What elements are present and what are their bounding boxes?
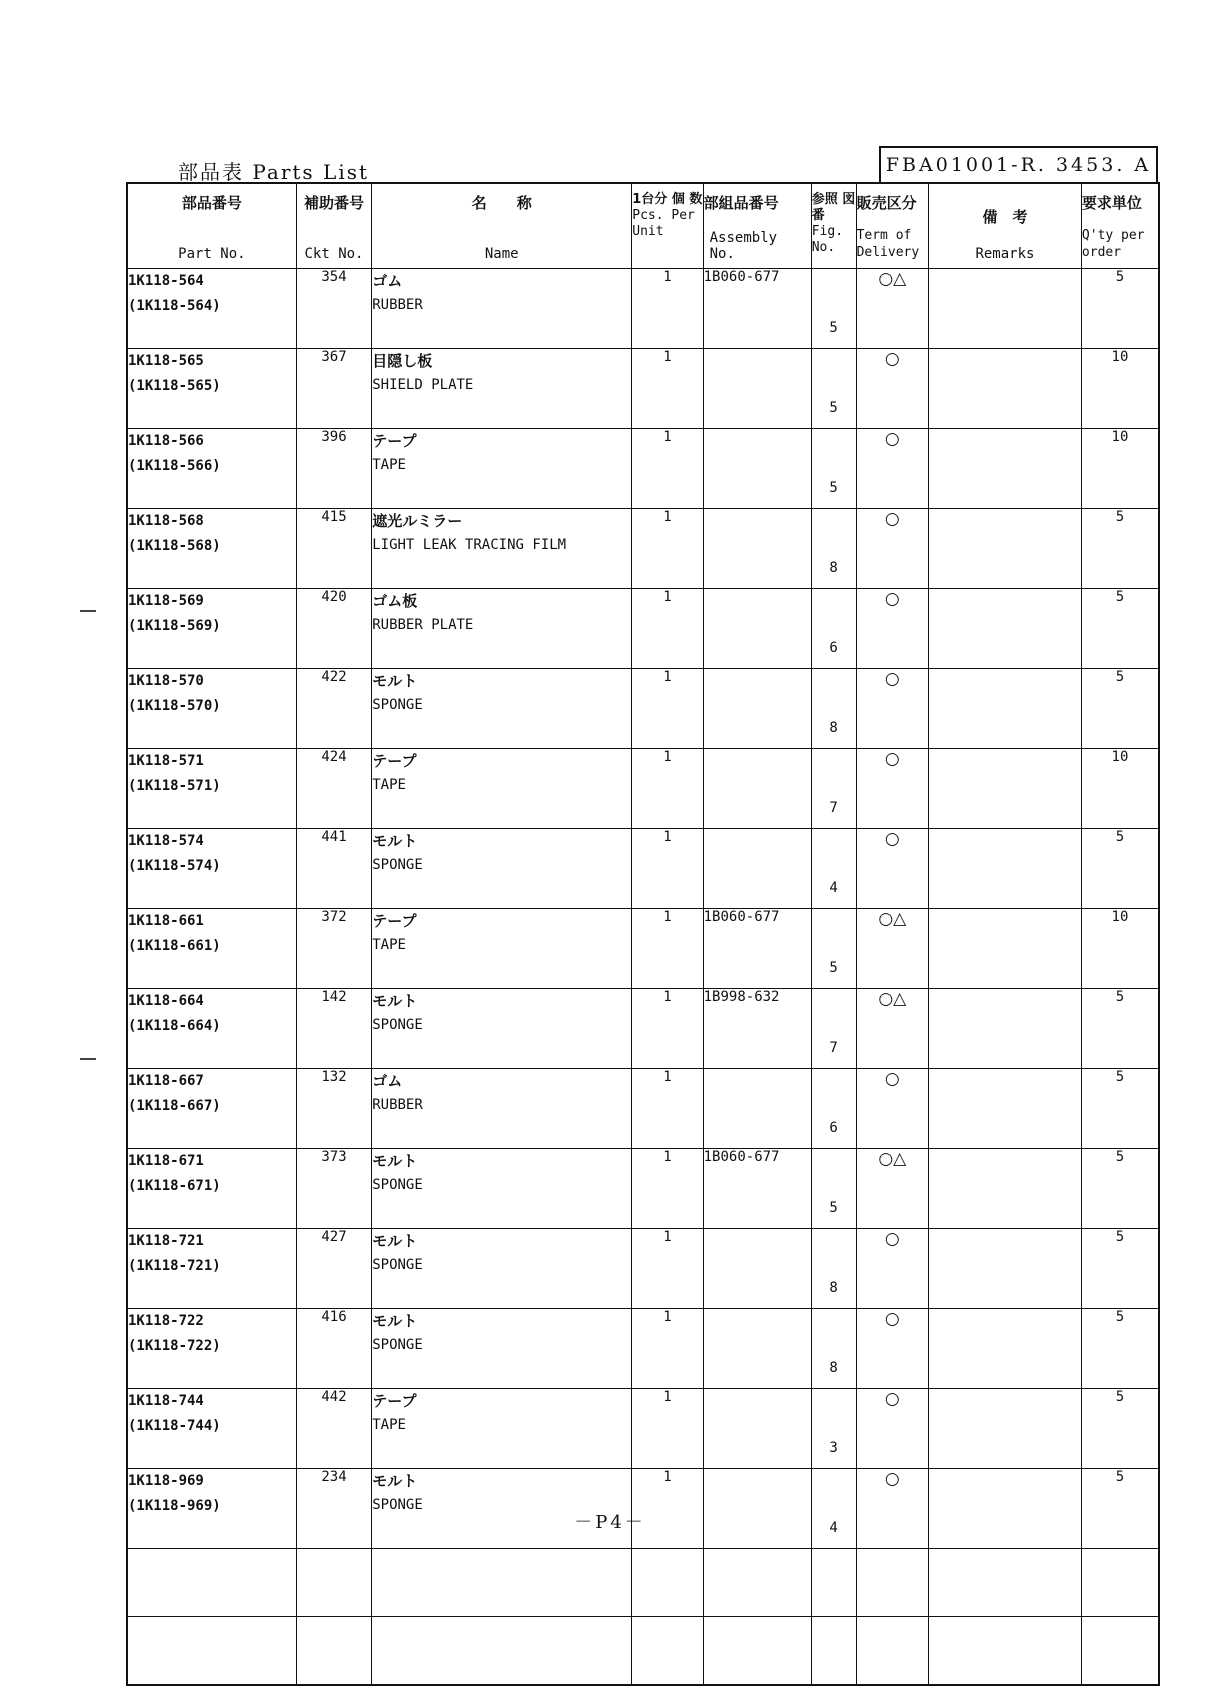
qty-per-order: 5 xyxy=(1081,1309,1159,1389)
col-fig-no: 参照 図番 Fig. No. xyxy=(811,183,856,269)
name-cell xyxy=(372,1149,632,1229)
pcs-per-unit: 1 xyxy=(632,669,703,749)
qty-per-order: 5 xyxy=(1081,589,1159,669)
part-no: 1K118-722 xyxy=(128,1313,204,1329)
remarks xyxy=(928,1149,1081,1229)
empty-cell xyxy=(856,1549,928,1617)
remarks xyxy=(928,989,1081,1069)
name-en: SPONGE xyxy=(372,1177,423,1193)
qty-per-order: 5 xyxy=(1081,1229,1159,1309)
table-row xyxy=(127,269,1159,349)
name-ja: 遮光ルミラー xyxy=(372,512,463,530)
pcs-per-unit: 1 xyxy=(632,269,703,349)
part-no-cell xyxy=(127,1149,296,1229)
part-no-cell xyxy=(127,989,296,1069)
ckt-no: 373 xyxy=(296,1149,371,1229)
fig-no: 8 xyxy=(811,1229,856,1309)
fig-no: 5 xyxy=(811,429,856,509)
ckt-no: 142 xyxy=(296,989,371,1069)
pcs-per-unit: 1 xyxy=(632,829,703,909)
ckt-no: 234 xyxy=(296,1469,371,1549)
term-of-delivery: ○ xyxy=(856,1389,928,1469)
name-ja: テープ xyxy=(372,752,417,770)
assembly-no: 1B060-677 xyxy=(703,1149,811,1229)
name-en: TAPE xyxy=(372,777,406,793)
col-part-no: 部品番号 Part No. xyxy=(127,183,296,269)
assembly-no xyxy=(703,509,811,589)
name-en: SPONGE xyxy=(372,1017,423,1033)
remarks xyxy=(928,1309,1081,1389)
part-no-cell xyxy=(127,429,296,509)
margin-mark xyxy=(80,610,96,612)
table-row xyxy=(127,589,1159,669)
parts-table xyxy=(126,182,1160,1686)
name-cell xyxy=(372,989,632,1069)
assembly-no xyxy=(703,429,811,509)
ckt-no: 420 xyxy=(296,589,371,669)
part-no: 1K118-969 xyxy=(128,1473,204,1489)
term-of-delivery: ○ xyxy=(856,1309,928,1389)
ckt-no: 132 xyxy=(296,1069,371,1149)
name-en: TAPE xyxy=(372,457,406,473)
remarks xyxy=(928,429,1081,509)
name-ja: テープ xyxy=(372,912,417,930)
assembly-no xyxy=(703,589,811,669)
name-ja: テープ xyxy=(372,432,417,450)
name-cell xyxy=(372,589,632,669)
fig-no: 5 xyxy=(811,909,856,989)
remarks xyxy=(928,509,1081,589)
assembly-no xyxy=(703,1229,811,1309)
pcs-per-unit: 1 xyxy=(632,1149,703,1229)
part-no: 1K118-571 xyxy=(128,753,204,769)
page-title: 部品表 Parts List xyxy=(178,160,370,184)
alt-part-no: (1K118-564) xyxy=(128,298,221,314)
empty-cell xyxy=(928,1549,1081,1617)
assembly-no xyxy=(703,349,811,429)
term-of-delivery: ○ xyxy=(856,429,928,509)
pcs-per-unit: 1 xyxy=(632,989,703,1069)
pcs-per-unit: 1 xyxy=(632,1309,703,1389)
ckt-no: 415 xyxy=(296,509,371,589)
term-of-delivery: ○ xyxy=(856,349,928,429)
qty-per-order: 5 xyxy=(1081,509,1159,589)
table-row xyxy=(127,429,1159,509)
name-en: RUBBER PLATE xyxy=(372,617,474,633)
part-no-cell xyxy=(127,909,296,989)
qty-per-order: 5 xyxy=(1081,269,1159,349)
name-cell xyxy=(372,829,632,909)
qty-per-order: 10 xyxy=(1081,909,1159,989)
alt-part-no: (1K118-661) xyxy=(128,938,221,954)
fig-no: 5 xyxy=(811,269,856,349)
name-ja: 目隠し板 xyxy=(372,352,433,370)
alt-part-no: (1K118-744) xyxy=(128,1418,221,1434)
name-ja: ゴム xyxy=(372,1072,403,1090)
name-en: SHIELD PLATE xyxy=(372,377,474,393)
qty-per-order: 5 xyxy=(1081,1469,1159,1549)
assembly-no xyxy=(703,669,811,749)
part-no: 1K118-569 xyxy=(128,593,204,609)
pcs-per-unit: 1 xyxy=(632,909,703,989)
alt-part-no: (1K118-664) xyxy=(128,1018,221,1034)
empty-cell xyxy=(1081,1617,1159,1686)
term-of-delivery: ○△ xyxy=(856,909,928,989)
part-no: 1K118-566 xyxy=(128,433,204,449)
name-ja: モルト xyxy=(372,1152,418,1170)
empty-cell xyxy=(372,1549,632,1617)
name-cell xyxy=(372,269,632,349)
table-row xyxy=(127,349,1159,429)
term-of-delivery: ○△ xyxy=(856,269,928,349)
name-ja: テープ xyxy=(372,1392,417,1410)
fig-no: 8 xyxy=(811,669,856,749)
part-no-cell xyxy=(127,349,296,429)
name-ja: モルト xyxy=(372,1312,418,1330)
empty-cell xyxy=(296,1549,371,1617)
remarks xyxy=(928,1229,1081,1309)
name-cell xyxy=(372,1229,632,1309)
name-cell xyxy=(372,1069,632,1149)
empty-cell xyxy=(372,1617,632,1686)
ckt-no: 424 xyxy=(296,749,371,829)
empty-cell xyxy=(127,1617,296,1686)
fig-no: 4 xyxy=(811,829,856,909)
part-no-cell xyxy=(127,1389,296,1469)
empty-cell xyxy=(703,1617,811,1686)
remarks xyxy=(928,349,1081,429)
part-no: 1K118-568 xyxy=(128,513,204,529)
col-remarks: 備 考 Remarks xyxy=(928,183,1081,269)
remarks xyxy=(928,669,1081,749)
part-no-cell xyxy=(127,589,296,669)
pcs-per-unit: 1 xyxy=(632,1469,703,1549)
pcs-per-unit: 1 xyxy=(632,1069,703,1149)
name-ja: ゴム板 xyxy=(372,592,418,610)
remarks xyxy=(928,1389,1081,1469)
pcs-per-unit: 1 xyxy=(632,749,703,829)
assembly-no xyxy=(703,1309,811,1389)
part-no-cell xyxy=(127,749,296,829)
name-cell xyxy=(372,509,632,589)
part-no: 1K118-574 xyxy=(128,833,204,849)
name-en: RUBBER xyxy=(372,1097,423,1113)
alt-part-no: (1K118-671) xyxy=(128,1178,221,1194)
remarks xyxy=(928,909,1081,989)
empty-cell xyxy=(811,1617,856,1686)
ckt-no: 416 xyxy=(296,1309,371,1389)
assembly-no xyxy=(703,1389,811,1469)
name-ja: モルト xyxy=(372,1472,418,1490)
table-row xyxy=(127,909,1159,989)
fig-no: 7 xyxy=(811,749,856,829)
fig-no: 6 xyxy=(811,589,856,669)
name-ja: モルト xyxy=(372,832,418,850)
assembly-no xyxy=(703,749,811,829)
fig-no: 6 xyxy=(811,1069,856,1149)
term-of-delivery: ○ xyxy=(856,509,928,589)
name-en: SPONGE xyxy=(372,857,423,873)
ckt-no: 396 xyxy=(296,429,371,509)
empty-cell xyxy=(296,1617,371,1686)
empty-row xyxy=(127,1617,1159,1686)
term-of-delivery: ○△ xyxy=(856,989,928,1069)
qty-per-order: 5 xyxy=(1081,829,1159,909)
name-cell xyxy=(372,1389,632,1469)
table-row xyxy=(127,509,1159,589)
part-no-cell xyxy=(127,1229,296,1309)
part-no: 1K118-570 xyxy=(128,673,204,689)
name-cell xyxy=(372,1309,632,1389)
part-no: 1K118-564 xyxy=(128,273,204,289)
name-cell xyxy=(372,669,632,749)
qty-per-order: 5 xyxy=(1081,1149,1159,1229)
name-ja: モルト xyxy=(372,1232,418,1250)
part-no: 1K118-664 xyxy=(128,993,204,1009)
pcs-per-unit: 1 xyxy=(632,429,703,509)
col-pcs-per-unit: 1台分 個 数 Pcs. Per Unit xyxy=(632,183,703,269)
name-cell xyxy=(372,909,632,989)
name-ja: ゴム xyxy=(372,272,403,290)
qty-per-order: 5 xyxy=(1081,1069,1159,1149)
name-en: RUBBER xyxy=(372,297,423,313)
col-term-of-delivery: 販売区分 Term of Delivery xyxy=(856,183,928,269)
alt-part-no: (1K118-565) xyxy=(128,378,221,394)
alt-part-no: (1K118-568) xyxy=(128,538,221,554)
qty-per-order: 10 xyxy=(1081,429,1159,509)
name-cell xyxy=(372,749,632,829)
name-en: TAPE xyxy=(372,1417,406,1433)
part-no-cell xyxy=(127,669,296,749)
term-of-delivery: ○ xyxy=(856,749,928,829)
table-row xyxy=(127,749,1159,829)
empty-cell xyxy=(632,1549,703,1617)
name-ja: モルト xyxy=(372,672,418,690)
document-number: FBA01001-R. 3453. A xyxy=(879,146,1158,184)
table-row xyxy=(127,989,1159,1069)
ckt-no: 427 xyxy=(296,1229,371,1309)
table-row xyxy=(127,669,1159,749)
empty-cell xyxy=(811,1549,856,1617)
assembly-no xyxy=(703,829,811,909)
part-no: 1K118-565 xyxy=(128,353,204,369)
part-no-cell xyxy=(127,269,296,349)
pcs-per-unit: 1 xyxy=(632,589,703,669)
table-row xyxy=(127,1069,1159,1149)
page-number: －P4－ xyxy=(574,1512,646,1533)
col-name: 名 称 Name xyxy=(372,183,632,269)
pcs-per-unit: 1 xyxy=(632,1229,703,1309)
part-no: 1K118-667 xyxy=(128,1073,204,1089)
name-cell xyxy=(372,429,632,509)
table-row xyxy=(127,1389,1159,1469)
col-qty-per-order: 要求単位 Q'ty per order xyxy=(1081,183,1159,269)
term-of-delivery: ○ xyxy=(856,1069,928,1149)
empty-cell xyxy=(856,1617,928,1686)
alt-part-no: (1K118-721) xyxy=(128,1258,221,1274)
name-ja: モルト xyxy=(372,992,418,1010)
remarks xyxy=(928,589,1081,669)
fig-no: 8 xyxy=(811,1309,856,1389)
term-of-delivery: ○ xyxy=(856,1229,928,1309)
term-of-delivery: ○ xyxy=(856,1469,928,1549)
alt-part-no: (1K118-569) xyxy=(128,618,221,634)
remarks xyxy=(928,749,1081,829)
name-en: SPONGE xyxy=(372,1337,423,1353)
empty-cell xyxy=(1081,1549,1159,1617)
part-no-cell xyxy=(127,1069,296,1149)
qty-per-order: 5 xyxy=(1081,669,1159,749)
assembly-no: 1B060-677 xyxy=(703,909,811,989)
col-ckt-no: 補助番号 Ckt No. xyxy=(296,183,371,269)
ckt-no: 367 xyxy=(296,349,371,429)
part-no: 1K118-661 xyxy=(128,913,204,929)
part-no-cell xyxy=(127,829,296,909)
alt-part-no: (1K118-566) xyxy=(128,458,221,474)
term-of-delivery: ○ xyxy=(856,829,928,909)
name-en: SPONGE xyxy=(372,1257,423,1273)
table-row xyxy=(127,1229,1159,1309)
col-assembly-no: 部組品番号 Assembly No. xyxy=(703,183,811,269)
pcs-per-unit: 1 xyxy=(632,349,703,429)
part-no-cell xyxy=(127,1309,296,1389)
part-no: 1K118-721 xyxy=(128,1233,204,1249)
name-en: SPONGE xyxy=(372,697,423,713)
table-row xyxy=(127,1309,1159,1389)
qty-per-order: 10 xyxy=(1081,349,1159,429)
name-en: LIGHT LEAK TRACING FILM xyxy=(372,537,567,553)
part-no: 1K118-671 xyxy=(128,1153,204,1169)
empty-cell xyxy=(632,1617,703,1686)
ckt-no: 422 xyxy=(296,669,371,749)
pcs-per-unit: 1 xyxy=(632,509,703,589)
assembly-no: 1B998-632 xyxy=(703,989,811,1069)
fig-no: 7 xyxy=(811,989,856,1069)
name-cell xyxy=(372,349,632,429)
part-no-cell xyxy=(127,509,296,589)
page-header xyxy=(128,146,1158,184)
fig-no: 8 xyxy=(811,509,856,589)
name-en: TAPE xyxy=(372,937,406,953)
ckt-no: 354 xyxy=(296,269,371,349)
qty-per-order: 10 xyxy=(1081,749,1159,829)
remarks xyxy=(928,269,1081,349)
empty-cell xyxy=(928,1617,1081,1686)
alt-part-no: (1K118-571) xyxy=(128,778,221,794)
empty-cell xyxy=(703,1549,811,1617)
assembly-no xyxy=(703,1069,811,1149)
name-en: SPONGE xyxy=(372,1497,423,1513)
term-of-delivery: ○ xyxy=(856,669,928,749)
qty-per-order: 5 xyxy=(1081,1389,1159,1469)
empty-row xyxy=(127,1549,1159,1617)
term-of-delivery: ○△ xyxy=(856,1149,928,1229)
alt-part-no: (1K118-574) xyxy=(128,858,221,874)
fig-no: 5 xyxy=(811,1149,856,1229)
qty-per-order: 5 xyxy=(1081,989,1159,1069)
fig-no: 4 xyxy=(811,1469,856,1549)
table-header-row xyxy=(127,183,1159,269)
term-of-delivery: ○ xyxy=(856,589,928,669)
remarks xyxy=(928,1069,1081,1149)
remarks xyxy=(928,829,1081,909)
assembly-no: 1B060-677 xyxy=(703,269,811,349)
part-no: 1K118-744 xyxy=(128,1393,204,1409)
fig-no: 3 xyxy=(811,1389,856,1469)
margin-mark xyxy=(80,1058,96,1060)
table-row xyxy=(127,1149,1159,1229)
ckt-no: 442 xyxy=(296,1389,371,1469)
pcs-per-unit: 1 xyxy=(632,1389,703,1469)
table-row xyxy=(127,829,1159,909)
ckt-no: 441 xyxy=(296,829,371,909)
alt-part-no: (1K118-667) xyxy=(128,1098,221,1114)
empty-cell xyxy=(127,1549,296,1617)
alt-part-no: (1K118-570) xyxy=(128,698,221,714)
fig-no: 5 xyxy=(811,349,856,429)
alt-part-no: (1K118-722) xyxy=(128,1338,221,1354)
alt-part-no: (1K118-969) xyxy=(128,1498,221,1514)
ckt-no: 372 xyxy=(296,909,371,989)
